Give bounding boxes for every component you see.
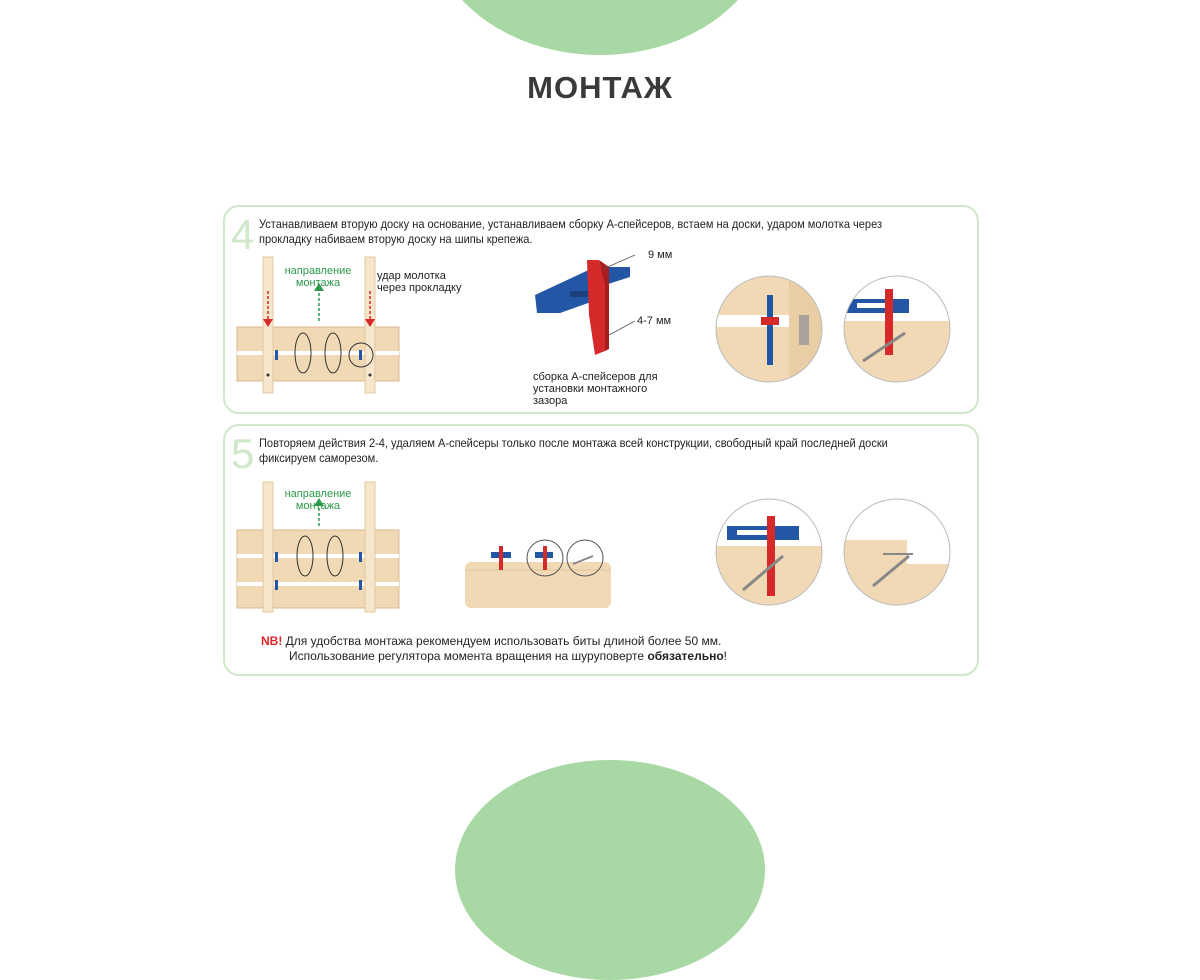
step-description: Повторяем действия 2-4, удаляем А-спейсеры только после монтажа всей конструкции, свободный край последней доски фиксируем саморезом. xyxy=(259,436,888,465)
detail-circle-top-view xyxy=(715,275,823,383)
nb-note xyxy=(261,634,727,664)
top-decor-circle xyxy=(430,0,770,55)
boards-side-view-illustration xyxy=(461,536,621,612)
detail-circle-spacer-view xyxy=(715,498,823,606)
detail-circle-screw-view xyxy=(843,498,951,606)
page-title: МОНТАЖ xyxy=(527,70,673,105)
direction-label: направление монтажа xyxy=(284,488,352,512)
nb-line-2c: ! xyxy=(723,649,727,663)
step-4-panel xyxy=(223,205,979,414)
step-description: Устанавливаем вторую доску на основание, устанавливаем сборку А-спейсеров, встаем на доски, ударом молотка через прокладку набиваем вторую доску на шипы крепежа. xyxy=(259,217,883,246)
hammer-label: удар молотка через прокладку xyxy=(377,270,462,294)
bottom-decor-circle xyxy=(455,760,765,980)
nb-line-2a: Использование регулятора момента вращения на шуруповерте xyxy=(289,649,645,663)
nb-line-1: Для удобства монтажа рекомендуем использовать биты длиной более 50 мм. xyxy=(285,634,722,648)
step-number: 4 xyxy=(231,211,255,258)
nb-line-2-emphasis: обязательно xyxy=(647,649,724,663)
spacer-caption: сборка А-спейсеров для установки монтажного зазора xyxy=(533,371,658,407)
direction-label: направление монтажа xyxy=(284,265,352,289)
nb-tag: NB! xyxy=(261,634,283,648)
step-number: 5 xyxy=(231,430,255,477)
spacer-assembly-illustration xyxy=(525,255,675,365)
dim-9mm-label: 9 мм xyxy=(648,249,673,261)
detail-circle-side-view xyxy=(843,275,951,383)
step-5-panel xyxy=(223,424,979,676)
dim-4-7mm-label: 4-7 мм xyxy=(637,315,672,327)
